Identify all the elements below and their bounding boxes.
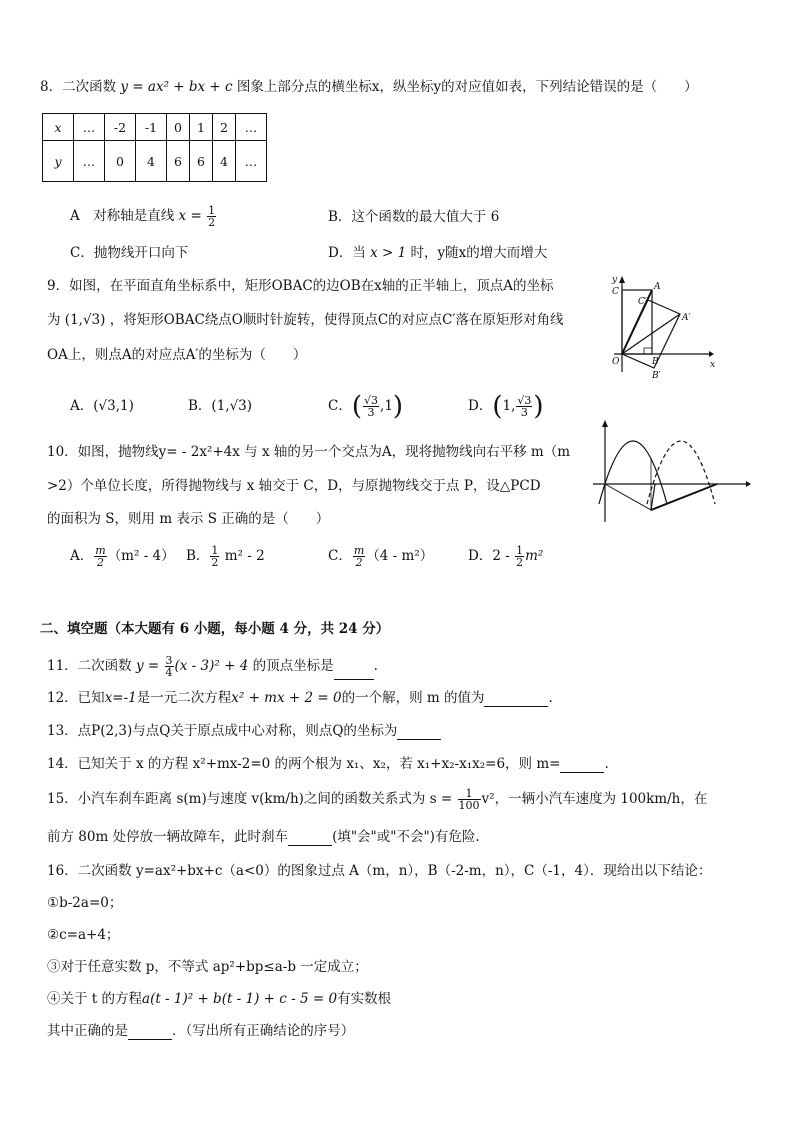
q10-option-c[interactable]: C． $\frac{m}{2}$ （4 - m²）	[328, 544, 434, 569]
answer-blank[interactable]	[397, 725, 441, 740]
q9-stem-line3: OA上，则点A的对应点A′的坐标为（ ）	[47, 347, 307, 363]
q10-stem-line3: 的面积为 S，则用 m 表示 S 正确的是（ ）	[47, 511, 330, 527]
label-c: C	[612, 287, 619, 297]
fraction: $\frac{3}{4}$	[165, 654, 173, 679]
q9-figure	[600, 272, 720, 384]
triangle-left	[605, 484, 655, 510]
table-cell: y	[43, 141, 74, 182]
section-title: 二、填空题（本大题有 6 小题，每小题 4 分，共 24 分）	[40, 621, 390, 637]
q13: 13．点P(2,3)与点Q关于原点成中心对称，则点Q的坐标为	[47, 722, 441, 740]
original-parabola	[599, 441, 667, 504]
q8-option-a[interactable]: A 对称轴是直线 x = $\frac{1}{2}$	[70, 204, 216, 229]
q16-conclusion-4: ④关于 t 的方程a(t - 1)² + b(t - 1) + c - 5 = 0有实数根	[47, 991, 392, 1007]
q11: 11．二次函数 y = $\frac{3}{4}$ (x - 3)² + 4 的顶点坐标是 .	[47, 654, 378, 679]
fraction: $\frac{m}{2}$	[353, 544, 365, 569]
table-cell: 2	[213, 114, 236, 141]
label-c-prime: C′	[638, 297, 647, 307]
fraction: $\frac{√3}{3}$	[364, 394, 379, 419]
q8-function: y = ax² + bx + c	[120, 79, 233, 95]
answer-blank[interactable]	[484, 692, 548, 707]
q15-line1: 15．小汽车刹车距离 s(m)与速度 v(km/h)之间的函数关系式为 s = $\frac{1}{100}$ v²，一辆小汽车速度为 100km/h，在	[47, 787, 708, 812]
table-cell: …	[74, 141, 105, 182]
fraction: $\frac{1}{2}$	[516, 544, 524, 569]
table-cell: …	[74, 114, 105, 141]
q10-stem-line1: 10．如图，抛物线y= - 2x²+4x 与 x 轴的另一个交点为A，现将抛物线向右平移 m（m	[47, 444, 571, 460]
answer-blank[interactable]	[128, 1025, 172, 1040]
q12: 12．已知x=-1是一元二次方程x² + mx + 2 = 0的一个解，则 m 的值为 .	[47, 690, 553, 706]
fraction: $\frac{1}{2}$	[211, 544, 219, 569]
label-y: y	[612, 275, 618, 285]
q9-stem-line2: 为 (1,√3) ，将矩形OBAC绕点O顺时针旋转，使得顶点C的对应点C′落在原矩形对角线	[47, 312, 564, 328]
q9-option-b[interactable]: B．(1,√3)	[188, 398, 253, 414]
table-cell: 0	[167, 114, 190, 141]
table-row	[43, 141, 267, 182]
q8-option-c[interactable]: C．抛物线开口向下	[70, 245, 189, 261]
q14: 14．已知关于 x 的方程 x²+mx-2=0 的两个根为 x₁、x₂，若 x₁+x₂-x₁x₂=6，则 m= .	[47, 756, 609, 772]
answer-blank[interactable]	[334, 665, 374, 680]
q16-stem: 16．二次函数 y=ax²+bx+c（a<0）的图象过点 A（m，n），B（-2-m，n），C（-1，4）．现给出以下结论：	[47, 863, 712, 879]
q8-value-table	[42, 113, 267, 182]
q9-stem-line1: 9．如图，在平面直角坐标系中，矩形OBAC的边OB在x轴的正半轴上，顶点A的坐标	[47, 278, 554, 294]
table-cell: 6	[167, 141, 190, 182]
table-cell: …	[236, 114, 267, 141]
table-cell: 0	[105, 141, 136, 182]
q10-stem-line2: >2）个单位长度，所得抛物线与 x 轴交于 C，D，与原抛物线交于点 P，设△PCD	[47, 478, 541, 494]
answer-blank[interactable]	[288, 831, 332, 846]
q9-option-a[interactable]: A．(√3,1)	[70, 398, 134, 414]
q9-option-c[interactable]: C．( $\frac{√3}{3}$ ,1)	[328, 391, 404, 422]
q8-option-b[interactable]: B．这个函数的最大值大于 6	[328, 209, 500, 225]
q9-option-d[interactable]: D．(1, $\frac{√3}{3}$ )	[468, 391, 544, 422]
label-o: O	[612, 357, 620, 367]
table-cell: x	[43, 114, 74, 141]
table-cell: 1	[190, 114, 213, 141]
answer-blank[interactable]	[560, 758, 604, 773]
q10-option-a[interactable]: A． $\frac{m}{2}$ （m² - 4）	[70, 544, 175, 569]
label-a-prime: A′	[682, 313, 691, 323]
q16-conclusion-1: ①b-2a=0；	[47, 895, 123, 911]
fraction: $\frac{√3}{3}$	[517, 394, 532, 419]
table-cell: 4	[136, 141, 167, 182]
table-cell: -2	[105, 114, 136, 141]
q10-option-d[interactable]: D．2 - $\frac{1}{2}$ m²	[468, 544, 544, 569]
q16-conclusion-3: ③对于任意实数 p，不等式 ap²+bp≤a-b 一定成立；	[47, 959, 368, 975]
q10-figure	[585, 418, 755, 526]
q15-line2: 前方 80m 处停放一辆故障车，此时刹车 (填"会"或"不会")有危险.	[47, 829, 480, 845]
fraction: $\frac{1}{2}$	[208, 204, 216, 229]
table-row	[43, 114, 267, 141]
q8-stem: 8．二次函数 y = ax² + bx + c 图象上部分点的横坐标x，纵坐标y的对应值如表，下列结论错误的是（ ）	[40, 79, 698, 95]
label-x: x	[710, 360, 716, 370]
q16-conclusion-2: ②c=a+4；	[47, 927, 120, 943]
q8-option-d[interactable]: D．当 x > 1 时，y随x的增大而增大	[328, 245, 548, 261]
label-a: A	[654, 282, 661, 292]
table-cell: -1	[136, 114, 167, 141]
table-cell: 4	[213, 141, 236, 182]
label-b-prime: B′	[652, 371, 661, 381]
table-cell: …	[236, 141, 267, 182]
q16-answer: 其中正确的是 ．（写出所有正确结论的序号）	[47, 1023, 355, 1039]
q10-option-b[interactable]: B． $\frac{1}{2}$ m² - 2	[186, 544, 265, 569]
label-b: B	[652, 357, 659, 367]
fraction: $\frac{1}{100}$	[458, 787, 480, 812]
table-cell: 6	[190, 141, 213, 182]
fraction: $\frac{m}{2}$	[95, 544, 106, 569]
